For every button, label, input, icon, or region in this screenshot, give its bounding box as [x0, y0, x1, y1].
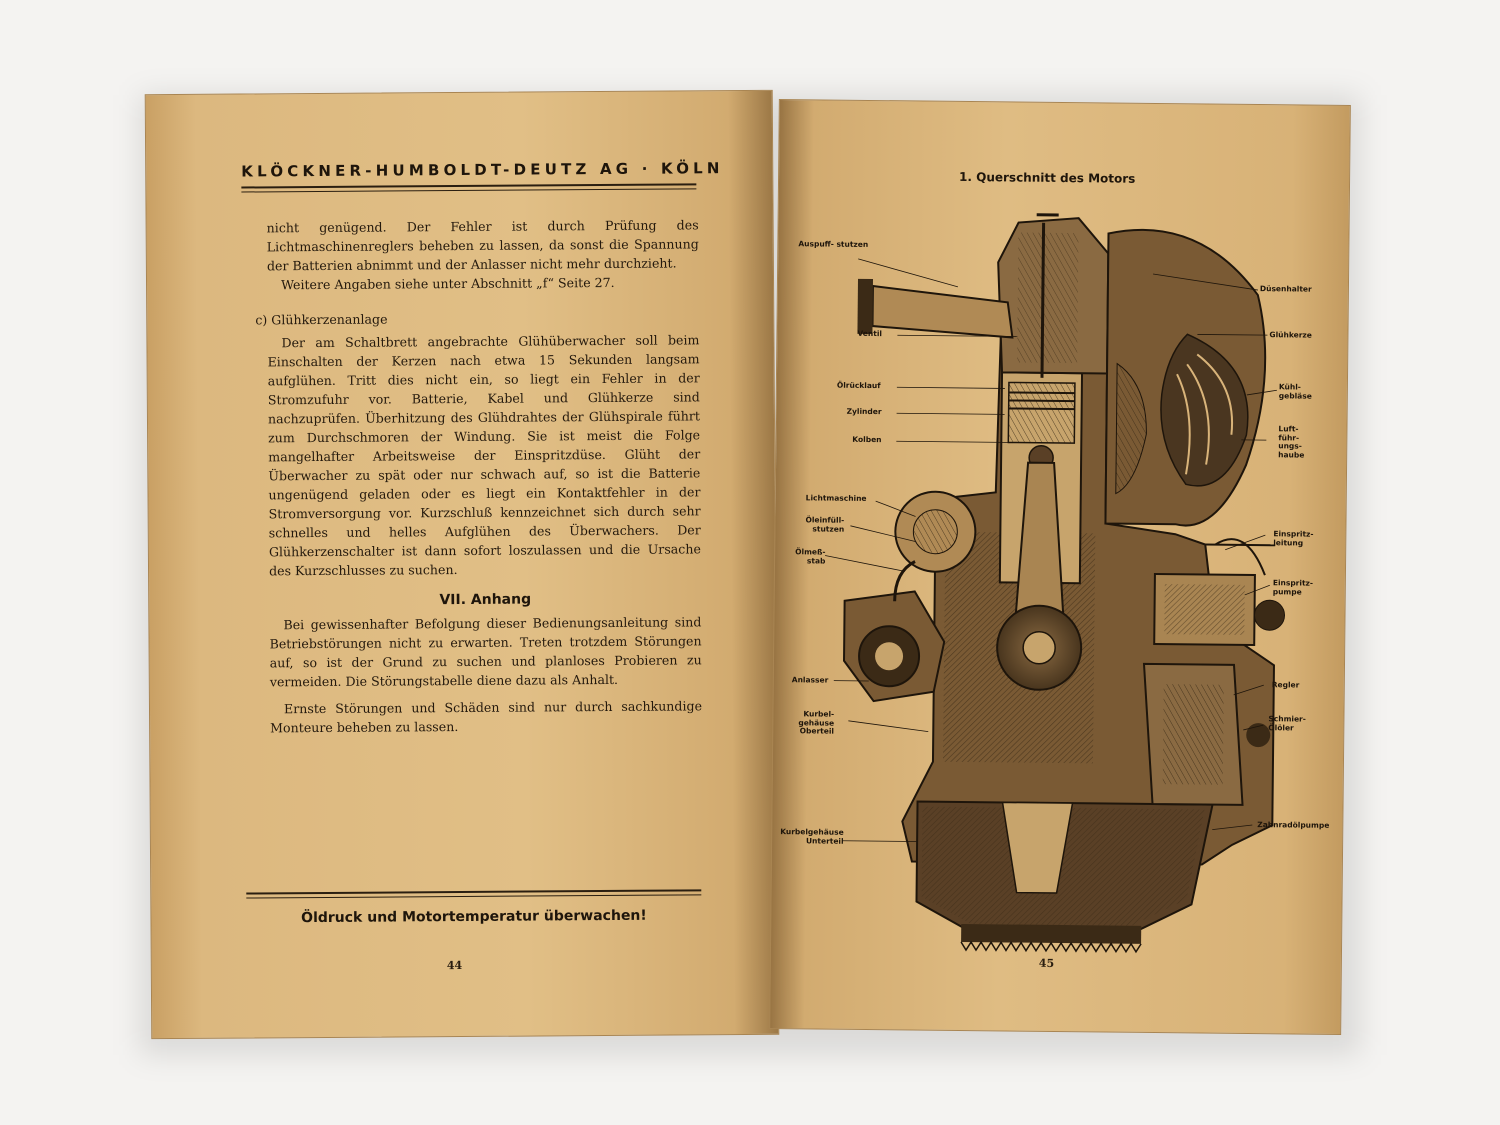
label-einspritzleitung: Einspritz- leitung: [1273, 529, 1314, 548]
page-number: 45: [1038, 956, 1055, 970]
label-oelruecklauf: Ölrücklauf: [836, 380, 881, 391]
label-anlasser: Anlasser: [791, 675, 829, 685]
header-rule-thin: [241, 188, 696, 192]
label-oelmessstab: Ölmeß- stab: [795, 547, 826, 566]
figure-title: 1. Querschnitt des Motors: [959, 169, 1136, 186]
right-page: [769, 99, 1351, 1035]
label-luftfuehrungshaube: Luft- führ- ungs- haube: [1278, 424, 1305, 460]
label-lichtmaschine: Lichtmaschine: [805, 493, 867, 503]
section-heading: c) Glühkerzenanlage: [255, 311, 388, 328]
page-footer: [246, 889, 701, 926]
paragraph: nicht genügend. Der Fehler ist durch Prüfung des Lichtmaschinenreglers beheben zu lassen, da sonst die Spannung der Batterien abnimmt und der Anlasser nicht mehr durchzieht.: [266, 217, 699, 274]
label-kuehlgeblaese: Kühl- gebläse: [1278, 382, 1312, 401]
footer-rule: [246, 889, 701, 894]
footer-text: Öldruck und Motortemperatur überwachen!: [301, 907, 647, 927]
label-gluehkerze: Glühkerze: [1269, 330, 1312, 340]
page-header: [241, 159, 724, 192]
label-kurbelgehaeuse-unterteil: Kurbelgehäuse Unterteil: [780, 827, 844, 846]
label-auspuffstutzen: Auspuff- stutzen: [798, 239, 869, 249]
label-oeleinfuellstutzen: Öleinfüll- stutzen: [805, 515, 845, 534]
label-zahnradoelpumpe: Zahnradölpumpe: [1257, 820, 1330, 830]
page-number: 44: [446, 959, 463, 973]
chapter-heading: VII. Anhang: [439, 591, 532, 609]
footer-rule-thin: [246, 894, 701, 898]
paragraph: Der am Schaltbrett angebrachte Glühüberwacher soll beim Einschalten der Kerzen nach etwa 15 Sekunden langsam aufglühen. Tritt dies nicht ein, so liegt ein Fehler in der Stromzufuhr vor. Batterie, Kabel und Glühkerze sind nachzuprüfen. Überhitzung des Glühdrahtes der Glühspirale führt zum Durchschmoren der Windung. Sie ist meist die Folge mangelhafter Arbeitsweise der Einspritzdüse. Glüht der Überwacher zu spät oder nur schwach auf, so ist die Batterie ungenügend geladen oder es liegt ein Kontaktfehler in der Stromversorgung vor. Kurzschluß kennzeichnet sich durch sehr schnelles und helles Aufglühen des Überwachers. Der Glühkerzenschalter ist dann sofort loszulassen und die Ursache des Kurzschlusses zu suchen.: [267, 332, 701, 579]
label-kurbelgehaeuse-oberteil: Kurbel- gehäuse Oberteil: [798, 709, 835, 736]
label-regler: Regler: [1271, 680, 1300, 690]
body-text: [255, 215, 703, 737]
company-header: KLÖCKNER-HUMBOLDT-DEUTZ AG · KÖLN: [241, 159, 724, 181]
label-zylinder: Zylinder: [846, 406, 882, 417]
paragraph: Ernste Störungen und Schäden sind nur durch sachkundige Monteure beheben zu lassen.: [270, 698, 703, 736]
label-schmieroeler: Schmier- Ölöler: [1268, 714, 1306, 732]
left-page: [145, 90, 780, 1039]
label-ventil: Ventil: [857, 328, 883, 339]
label-kolben: Kolben: [852, 434, 882, 445]
label-einspritzpumpe: Einspritz- pumpe: [1272, 578, 1314, 597]
paragraph: Bei gewissenhafter Befolgung dieser Bedienungsanleitung sind Betriebstörungen nicht zu erwarten. Treten trotzdem Störungen auf, so ist der Grund zu suchen und planloses Probieren zu vermeiden. Die Störungstabelle diene dazu als Anhalt.: [269, 614, 702, 690]
label-duesenhalter: Düsenhalter: [1259, 284, 1312, 294]
paragraph: Weitere Angaben siehe unter Abschnitt „f“ Seite 27.: [280, 274, 615, 293]
